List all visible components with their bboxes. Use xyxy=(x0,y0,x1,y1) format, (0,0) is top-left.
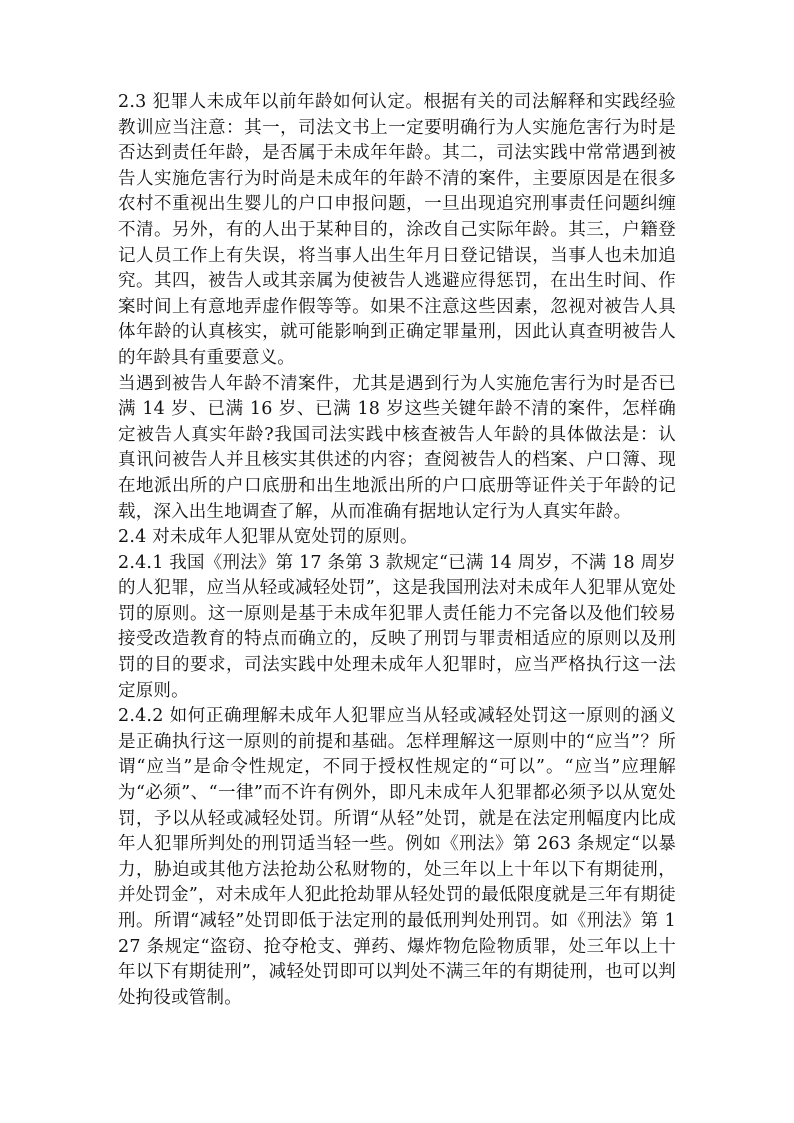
paragraph-section-2-3: 2.3 犯罪人未成年以前年龄如何认定。根据有关的司法解释和实践经验教训应当注意：其一，司法文书上一定要明确行为人实施危害行为时是否达到责任年龄，是否属于未成年年龄。其二，司法实践中常常遇到被告人实施危害行为时尚是未成年的年龄不清的案件，主要原因是在很多农村不重视出生婴儿的户口申报问题，一旦出现追究刑事责任问题纠缠不清。另外，有的人出于某种目的，涂改自己实际年龄。其三，户籍登记人员工作上有失误，将当事人出生年月日登记错误，当事人也未加追究。其四，被告人或其亲属为使被告人逃避应得惩罚，在出生时间、作案时间上有意地弄虚作假等等。如果不注意这些因素，忽视对被告人具体年龄的认真核实，就可能影响到正确定罪量刑，因此认真查明被告人的年龄具有重要意义。 xyxy=(118,92,676,368)
paragraph-section-2-4-2: 2.4.2 如何正确理解未成年人犯罪应当从轻或减轻处罚这一原则的涵义是正确执行这一原则的前提和基础。怎样理解这一原则中的“应当”？所谓“应当”是命令性规定，不同于授权性规定的“可以”。“应当”应理解为“必须”、“一律”而不许有例外，即凡未成年人犯罪都必须予以从宽处罚，予以从轻或减轻处罚。所谓“从轻”处罚，就是在法定刑幅度内比成年人犯罪所判处的刑罚适当轻一些。例如《刑法》第 263 条规定“以暴力，胁迫或其他方法抢劫公私财物的，处三年以上十年以下有期徒刑，并处罚金”，对未成年人犯此抢劫罪从轻处罚的最低限度就是三年有期徒刑。所谓“减轻”处罚即低于法定刑的最低刑判处刑罚。如《刑法》第 127 条规定“盗窃、抢夺枪支、弹药、爆炸物危险物质罪，处三年以上十年以下有期徒刑”，减轻处罚即可以判处不满三年的有期徒刑，也可以判处拘役或管制。 xyxy=(118,706,676,1008)
document-page xyxy=(118,90,676,1011)
paragraph-age-verification: 当遇到被告人年龄不清案件，尤其是遇到行为人实施危害行为时是否已满 14 岁、已满 16 岁、已满 18 岁这些关键年龄不清的案件，怎样确定被告人真实年龄?我国司法实践中核查被告人年龄的具体做法是：认真讯问被告人并且核实其供述的内容；查阅被告人的档案、户口簿、现在地派出所的户口底册和出生地派出所的户口底册等证件关于年龄的记载，深入出生地调查了解，从而准确有据地认定行为人真实年龄。 xyxy=(118,373,676,522)
paragraph-section-2-4-1: 2.4.1 我国《刑法》第 17 条第 3 款规定“已满 14 周岁，不满 18 周岁的人犯罪，应当从轻或减轻处罚”，这是我国刑法对未成年人犯罪从宽处罚的原则。这一原则是基于未成年犯罪人责任能力不完备以及他们较易接受改造教育的特点而确立的，反映了刑罚与罪责相适应的原则以及刑罚的目的要求，司法实践中处理未成年人犯罪时，应当严格执行这一法定原则。 xyxy=(118,552,676,701)
paragraph-section-2-4-heading: 2.4 对未成年人犯罪从宽处罚的原则。 xyxy=(118,527,418,548)
